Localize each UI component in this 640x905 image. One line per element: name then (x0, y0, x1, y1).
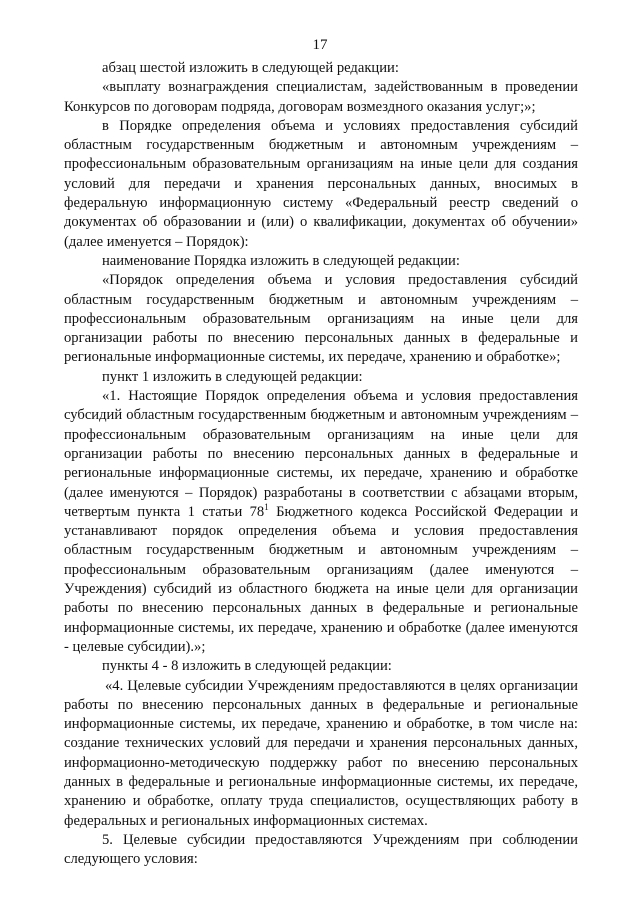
article-superscript: 1 (264, 501, 269, 512)
paragraph-7-text-after: Бюджетного кодекса Российской Федерации и устанавливают порядок определения объема и условия предоставления областным государственным бюджетным и автономным учреждениям – профессиональным образовательным организациям (далее именуются – Учреждения) субсидий из областного бюджета на иные цели для организации работы по внесению персональных данных в федеральные и региональные информационные системы, их передаче, хранению и обработке (далее именуются - целевые субсидии).»; (64, 503, 578, 655)
paragraph-5: «Порядок определения объема и условия предоставления субсидий областным государственным бюджетным и автономным учреждениям – профессиональным образовательным организациям на иные цели для организации работы по внесению персональных данных в федеральные и региональные информационные системы, их передаче, хранению и обработке»; (64, 272, 578, 366)
paragraph-7 (64, 387, 578, 657)
paragraph-9: «4. Целевые субсидии Учреждениям предоставляются в целях организации работы по внесению персональных данных в федеральные и региональные информационные системы, их передаче, хранению и обработке, в том числе на: создание технических условий для передачи и хранения персональных данных, информационно-методическую поддержку работ по внесению персональных данных в федеральные и региональные информационные системы, их передаче, хранению и обработке, оплату труда специалистов, осуществляющих работу в федеральных и региональных информационных системах. (64, 677, 578, 829)
paragraph-8: пункты 4 - 8 изложить в следующей редакции: (102, 658, 392, 675)
paragraph-6: пункт 1 изложить в следующей редакции: (102, 368, 363, 385)
paragraph-3: в Порядке определения объема и условиях предоставления субсидий областным государственным бюджетным и автономным учреждениям – профессиональным образовательным организациям на иные цели для создания условий для передачи и хранения персональных данных, вносимых в федеральную информационную систему «Федеральный реестр сведений о документах об образовании и (или) о квалификации, документах об обучении» (далее именуется – Порядок): (64, 117, 578, 250)
paragraph-4: наименование Порядка изложить в следующей редакции: (102, 252, 460, 269)
page-number: 17 (312, 37, 328, 53)
paragraph-2: «выплату вознаграждения специалистам, задействованным в проведении Конкурсов по договорам подряда, договорам возмездного оказания услуг;»; (64, 79, 578, 115)
paragraph-7-text-before: «1. Настоящие Порядок определения объема и условия предоставления субсидий областным государственным бюджетным и автономным учреждениям – профессиональным образовательным организациям на иные цели для организации работы по внесению персональных данных в федеральные и региональные информационные системы, их передаче, хранению и обработке (далее именуются – Порядок) разработаны в соответствии с абзацами вторым, четвертым пункта 1 статьи 78 (64, 388, 578, 520)
paragraph-1: абзац шестой изложить в следующей редакции: (102, 60, 399, 76)
paragraph-10: 5. Целевые субсидии предоставляются Учреждениям при соблюдении следующего условия: (64, 831, 578, 868)
document-body (64, 59, 578, 869)
